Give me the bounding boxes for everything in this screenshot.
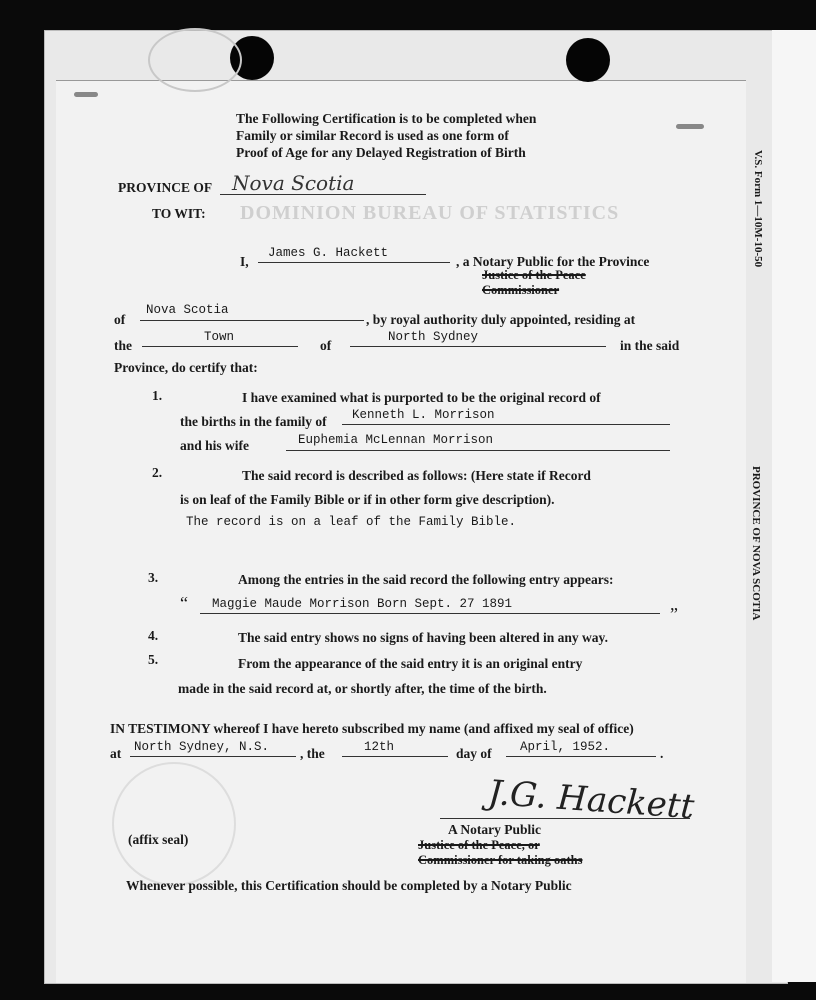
item-3-text-a: Among the entries in the said record the following entry appears: — [238, 572, 614, 587]
item-5-text-a: From the appearance of the said entry it is an original entry — [238, 656, 583, 671]
of-value: Nova Scotia — [146, 303, 229, 317]
family-of-line — [342, 424, 670, 425]
day-value: 12th — [364, 740, 395, 754]
wife-value: Euphemia McLennan Morrison — [298, 433, 494, 447]
justice-struck-2: Justice of the Peace, or — [418, 838, 540, 852]
province-label: PROVINCE OF — [118, 180, 213, 195]
day-of-label: day of — [456, 746, 492, 761]
faint-header: DOMINION BUREAU OF STATISTICS — [240, 202, 620, 224]
at-label: at — [110, 746, 122, 761]
item-2-text-a: The said record is described as follows: (Here state if Record — [242, 468, 591, 483]
side-province-label: PROVINCE OF NOVA SCOTIA — [750, 466, 762, 621]
open-quote: “ — [180, 593, 188, 613]
at-line — [130, 756, 296, 757]
close-quote: ” — [670, 604, 678, 624]
notary-public-text: , a Notary Public for the Province — [456, 254, 650, 269]
month-line — [506, 756, 656, 757]
footer-note: Whenever possible, this Certification should be completed by a Notary Public — [126, 878, 572, 893]
item-4-number: 4. — [148, 628, 159, 643]
item-5-text-b: made in the said record at, or shortly after, the time of the birth. — [178, 681, 547, 696]
town-value: Town — [204, 330, 235, 344]
notary-public-label: A Notary Public — [448, 822, 541, 837]
of-label: of — [114, 312, 126, 327]
item-2-number: 2. — [152, 465, 163, 480]
entry-value: Maggie Maude Morrison Born Sept. 27 1891 — [212, 597, 513, 611]
record-description-value: The record is on a leaf of the Family Bible. — [186, 515, 517, 529]
commissioner-struck: Commissioner — [482, 283, 560, 297]
notary-signature: J.G. Hackett — [486, 772, 696, 828]
intro-line-2: Family or similar Record is used as one form of — [236, 128, 509, 143]
i-label: I, — [240, 254, 249, 269]
day-line — [342, 756, 448, 757]
of-label-2: of — [320, 338, 332, 353]
justice-struck: Justice of the Peace — [482, 268, 586, 282]
item-3-number: 3. — [148, 570, 159, 585]
item-2-text-b: is on leaf of the Family Bible or if in other form give description). — [180, 492, 555, 507]
notary-name-line — [258, 262, 450, 263]
affix-seal-label: (affix seal) — [128, 832, 189, 847]
testimony-rest: whereof I have hereto subscribed my name (and affixed my seal of office) — [213, 721, 634, 736]
testimony-text — [110, 721, 634, 737]
form-code: V.S. Form 1—10M-10-50 — [752, 150, 764, 268]
the-label: the — [114, 338, 132, 353]
item-1-number: 1. — [152, 388, 163, 403]
family-of-value: Kenneth L. Morrison — [352, 408, 495, 422]
to-wit-label: TO WIT: — [152, 206, 206, 221]
wife-line — [286, 450, 670, 451]
province-handwritten: Nova Scotia — [232, 171, 355, 195]
testimony-bold: IN TESTIMONY — [110, 721, 211, 736]
intro-line-1: The Following Certification is to be completed when — [236, 111, 537, 126]
punch-hole-right — [566, 38, 610, 82]
in-said-text: in the said — [620, 338, 680, 353]
item-1-text-b: the births in the family of — [180, 414, 327, 429]
entry-line — [200, 613, 660, 614]
item-5-number: 5. — [148, 652, 159, 667]
paper-clip-right — [676, 124, 704, 129]
town-line — [142, 346, 298, 347]
at-value: North Sydney, N.S. — [134, 740, 270, 754]
commissioner-struck-2: Commissioner for taking oaths — [418, 853, 583, 867]
province-line — [220, 194, 426, 195]
royal-authority-text: , by royal authority duly appointed, residing at — [366, 312, 636, 327]
side-strip — [772, 30, 816, 982]
period-dot: . — [660, 746, 664, 761]
notary-name-value: James G. Hackett — [268, 246, 389, 260]
signature-line — [440, 818, 690, 819]
place-value: North Sydney — [388, 330, 479, 344]
province-certify-text: Province, do certify that: — [114, 360, 258, 375]
paper-clip-left — [74, 92, 98, 97]
embossed-seal — [112, 762, 236, 886]
month-value: April, 1952. — [520, 740, 611, 754]
of-line — [140, 320, 364, 321]
intro-line-3: Proof of Age for any Delayed Registration of Birth — [236, 145, 526, 160]
the-label-2: , the — [300, 746, 325, 761]
item-4-text: The said entry shows no signs of having been altered in any way. — [238, 630, 608, 645]
item-1-text-a: I have examined what is purported to be the original record of — [242, 390, 601, 405]
embossed-seal-top — [148, 28, 242, 92]
place-line — [350, 346, 606, 347]
item-1-text-c: and his wife — [180, 438, 250, 453]
